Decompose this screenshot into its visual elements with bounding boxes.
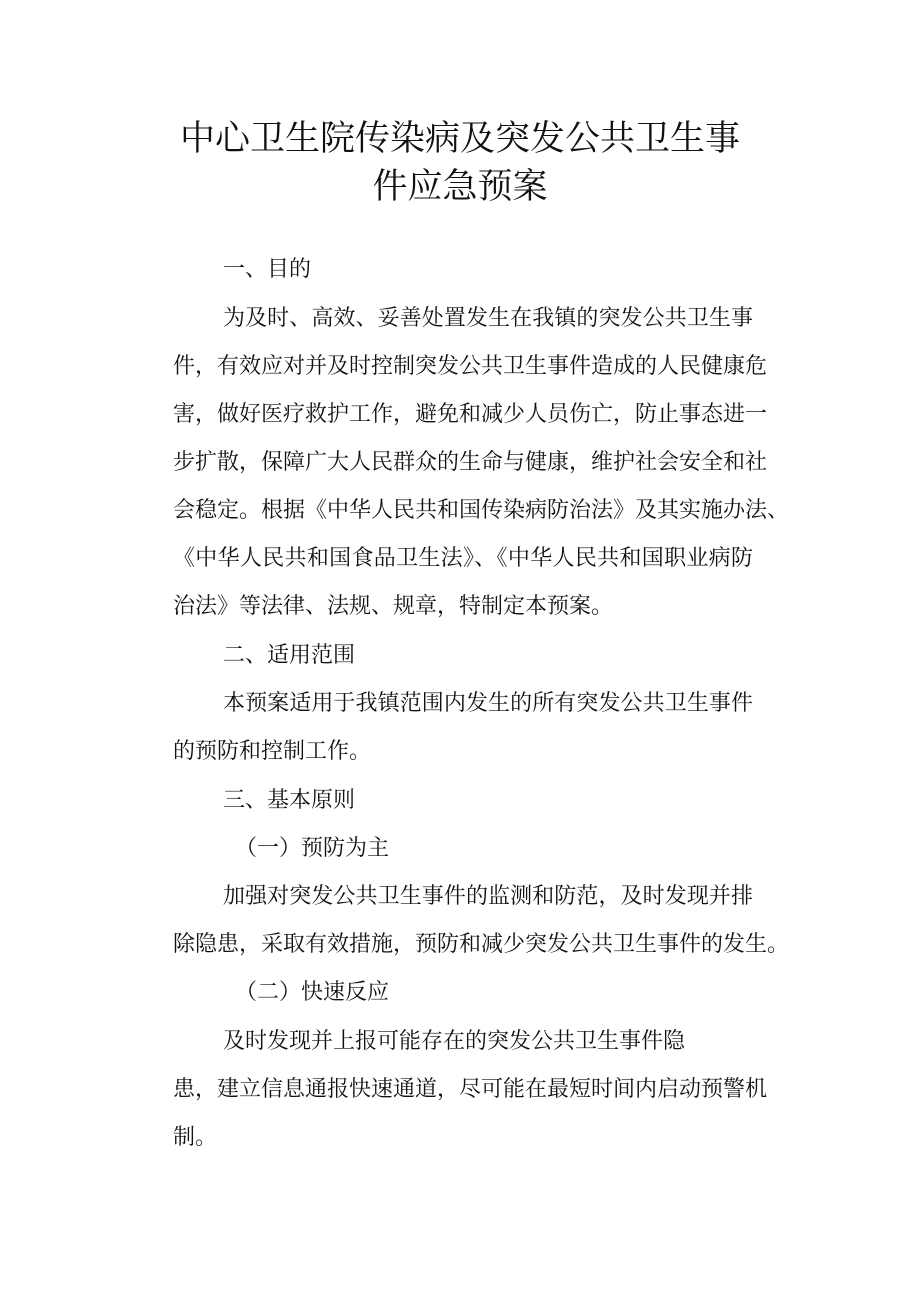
document-title-line-1: 中心卫生院传染病及突发公共卫生事 [179,119,740,159]
subsection-heading-rapid-response: （二）快速反应 [235,980,390,1005]
section-heading-principles: 三、基本原则 [223,788,356,813]
paragraph-line: 制。 [173,1125,218,1150]
paragraph-line: 治法》等法律、法规、规章，特制定本预案。 [173,594,614,619]
paragraph-line: 为及时、高效、妥善处置发生在我镇的突发公共卫生事 [223,306,753,331]
paragraph-line: 《中华人民共和国食品卫生法》、《中华人民共和国职业病防 [173,546,753,571]
paragraph-line: 本预案适用于我镇范围内发生的所有突发公共卫生事件 [223,691,753,716]
section-heading-purpose: 一、目的 [223,257,312,282]
document-title-line-2: 件应急预案 [372,167,548,207]
paragraph-line: 患，建立信息通报快速通道，尽可能在最短时间内启动预警机 [173,1077,768,1102]
section-heading-scope: 二、适用范围 [223,643,356,668]
subsection-heading-prevention: （一）预防为主 [235,836,390,861]
paragraph-line: 件，有效应对并及时控制突发公共卫生事件造成的人民健康危 [173,354,768,379]
paragraph-line: 害，做好医疗救护工作，避免和减少人员伤亡，防止事态进一 [173,402,768,427]
paragraph-line: 及时发现并上报可能存在的突发公共卫生事件隐 [223,1029,686,1054]
paragraph-line: 除隐患，采取有效措施，预防和减少突发公共卫生事件的发生。 [173,932,790,957]
paragraph-line: 步扩散，保障广大人民群众的生命与健康，维护社会安全和社 [173,450,768,475]
paragraph-line: 的预防和控制工作。 [173,739,372,764]
paragraph-line: 会稳定。根据《中华人民共和国传染病防治法》及其实施办法、 [173,498,790,523]
paragraph-line: 加强对突发公共卫生事件的监测和防范，及时发现并排 [223,884,753,909]
